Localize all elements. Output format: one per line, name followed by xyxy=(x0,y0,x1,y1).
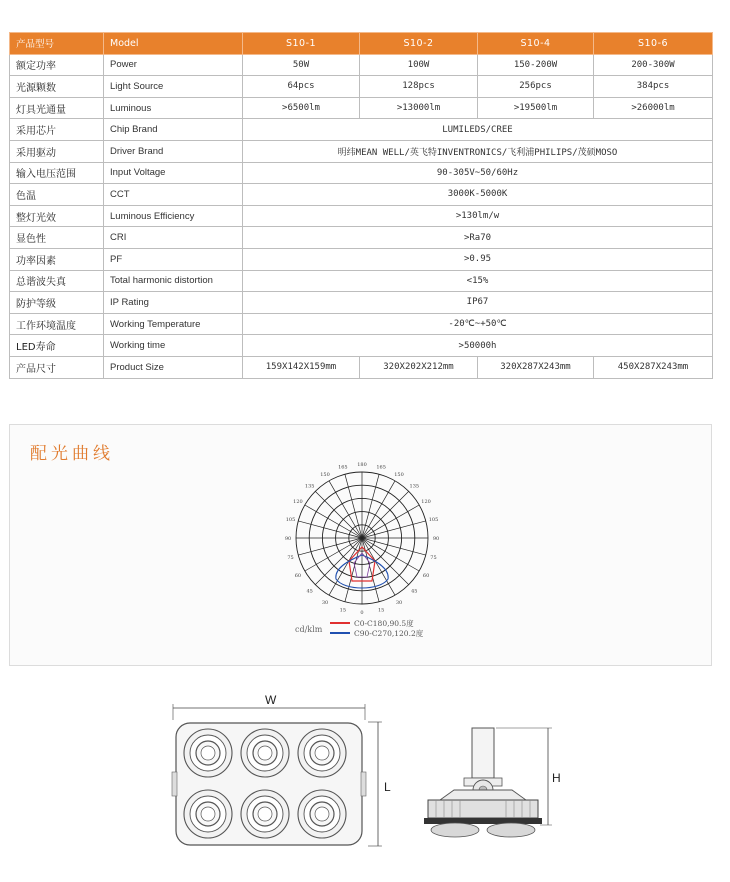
lens-ring xyxy=(201,807,215,821)
table-header-row xyxy=(10,33,713,55)
value-cell: 100W xyxy=(360,54,478,76)
angle-label: 135 xyxy=(409,483,420,490)
row-label-en: Working Temperature xyxy=(104,313,243,335)
row-label-en: Product Size xyxy=(104,356,243,378)
row-label-en: IP Rating xyxy=(104,292,243,314)
header-cell: S10-2 xyxy=(360,33,478,55)
row-label-en: Luminous xyxy=(104,97,243,119)
value-cell: 64pcs xyxy=(243,76,360,98)
value-cell: 50W xyxy=(243,54,360,76)
angle-label: 150 xyxy=(320,471,330,478)
value-cell: 320X202X212mm xyxy=(360,356,478,378)
row-label-cn: 光源颗数 xyxy=(10,76,104,98)
row-label-cn: 总谐波失真 xyxy=(10,270,104,292)
value-cell-merged: IP67 xyxy=(243,292,713,314)
angle-label: 120 xyxy=(421,499,431,505)
row-label-en: Driver Brand xyxy=(104,140,243,162)
row-label-cn: 色温 xyxy=(10,184,104,206)
angle-label: 90 xyxy=(284,536,292,542)
value-cell: 450X287X243mm xyxy=(594,356,713,378)
row-label-cn: 采用驱动 xyxy=(10,140,104,162)
dimension-drawings xyxy=(0,690,730,882)
angle-label: 15 xyxy=(339,607,347,614)
table-row xyxy=(10,97,713,119)
table-row xyxy=(10,356,713,378)
value-cell-merged: >0.95 xyxy=(243,248,713,270)
value-cell: 384pcs xyxy=(594,76,713,98)
lens-ring xyxy=(258,807,272,821)
width-label: W xyxy=(265,693,277,707)
row-label-cn: 整灯光效 xyxy=(10,205,104,227)
angle-label: 90 xyxy=(432,536,440,542)
row-label-en: Chip Brand xyxy=(104,119,243,141)
polar-grid xyxy=(296,472,428,607)
value-cell-merged: >130lm/w xyxy=(243,205,713,227)
row-label-cn: 输入电压范围 xyxy=(10,162,104,184)
table-row xyxy=(10,248,713,270)
table-row xyxy=(10,270,713,292)
value-cell-merged: >50000h xyxy=(243,335,713,357)
angle-label: 60 xyxy=(294,573,302,579)
light-distribution-panel xyxy=(9,424,712,666)
table-row xyxy=(10,292,713,314)
row-label-en: CRI xyxy=(104,227,243,249)
value-cell: 200-300W xyxy=(594,54,713,76)
legend-label: C90-C270,120.2度 xyxy=(354,628,424,638)
value-cell: 256pcs xyxy=(478,76,594,98)
header-cell: S10-4 xyxy=(478,33,594,55)
value-cell: 150-200W xyxy=(478,54,594,76)
row-label-en: Power xyxy=(104,54,243,76)
legend-label: C0-C180,90.5度 xyxy=(354,618,414,628)
value-cell-merged: -20℃~+50℃ xyxy=(243,313,713,335)
side-view-drawing xyxy=(424,728,561,837)
angle-label: 45 xyxy=(411,588,418,595)
header-cell: S10-1 xyxy=(243,33,360,55)
header-cell: S10-6 xyxy=(594,33,713,55)
curve-unit: cd/klm xyxy=(295,625,323,634)
row-label-cn: 功率因素 xyxy=(10,248,104,270)
angle-label: 120 xyxy=(293,499,303,505)
value-cell: >13000lm xyxy=(360,97,478,119)
row-label-en: CCT xyxy=(104,184,243,206)
lens-ring xyxy=(258,746,272,760)
legend-item xyxy=(330,628,423,638)
value-cell-merged: 3000K-5000K xyxy=(243,184,713,206)
angle-label: 0 xyxy=(360,610,364,615)
angle-label: 135 xyxy=(304,483,315,490)
front-view-drawing xyxy=(172,693,391,846)
row-label-cn: 产品尺寸 xyxy=(10,356,104,378)
table-row xyxy=(10,205,713,227)
row-label-cn: LED寿命 xyxy=(10,335,104,357)
angle-label: 75 xyxy=(287,555,294,562)
row-label-cn: 灯具光通量 xyxy=(10,97,104,119)
row-label-en: Input Voltage xyxy=(104,162,243,184)
angle-label: 30 xyxy=(395,600,403,607)
row-label-en: Light Source xyxy=(104,76,243,98)
table-row xyxy=(10,119,713,141)
row-label-en: Total harmonic distortion xyxy=(104,270,243,292)
polar-spoke xyxy=(315,491,362,538)
row-label-en: Working time xyxy=(104,335,243,357)
row-label-cn: 采用芯片 xyxy=(10,119,104,141)
legend-item xyxy=(330,618,423,628)
lens-ring xyxy=(201,746,215,760)
row-label-en: Luminous Efficiency xyxy=(104,205,243,227)
row-label-en: PF xyxy=(104,248,243,270)
value-cell-merged: <15% xyxy=(243,270,713,292)
legend-swatch xyxy=(330,632,350,634)
spec-table xyxy=(9,32,713,379)
lens-ring xyxy=(315,807,329,821)
angle-label: 75 xyxy=(430,555,437,562)
value-cell: >19500lm xyxy=(478,97,594,119)
angle-label: 105 xyxy=(285,516,296,523)
table-row xyxy=(10,227,713,249)
angle-label: 30 xyxy=(321,600,329,607)
legend-swatch xyxy=(330,622,350,624)
value-cell: 128pcs xyxy=(360,76,478,98)
table-row xyxy=(10,76,713,98)
value-cell-merged: 90-305V~50/60Hz xyxy=(243,162,713,184)
row-label-cn: 显色性 xyxy=(10,227,104,249)
table-row xyxy=(10,54,713,76)
value-cell: 159X142X159mm xyxy=(243,356,360,378)
curve-legend xyxy=(330,618,423,638)
length-label: L xyxy=(384,780,391,794)
row-label-cn: 防护等级 xyxy=(10,292,104,314)
angle-label: 45 xyxy=(306,588,313,595)
angle-label: 15 xyxy=(377,607,385,614)
value-cell: 320X287X243mm xyxy=(478,356,594,378)
value-cell-merged: >Ra70 xyxy=(243,227,713,249)
value-cell-merged: LUMILEDS/CREE xyxy=(243,119,713,141)
table-row xyxy=(10,184,713,206)
table-row xyxy=(10,335,713,357)
row-label-cn: 工作环境温度 xyxy=(10,313,104,335)
height-label: H xyxy=(552,771,561,785)
angle-label: 165 xyxy=(338,464,348,471)
value-cell: >6500lm xyxy=(243,97,360,119)
table-row xyxy=(10,140,713,162)
header-cell: Model xyxy=(104,33,243,55)
curve-title: 配光曲线 xyxy=(30,444,114,464)
header-cell: 产品型号 xyxy=(10,33,104,55)
value-cell: >26000lm xyxy=(594,97,713,119)
polar-spoke xyxy=(362,491,409,538)
angle-label: 60 xyxy=(422,573,430,579)
value-cell-merged: 明纬MEAN WELL/英飞特INVENTRONICS/飞利浦PHILIPS/茂硕MOSO xyxy=(243,140,713,162)
angle-label: 180 xyxy=(357,462,367,468)
table-row xyxy=(10,313,713,335)
row-label-cn: 额定功率 xyxy=(10,54,104,76)
angle-label: 165 xyxy=(376,464,386,471)
lens-ring xyxy=(315,746,329,760)
polar-chart xyxy=(282,455,442,615)
angle-label: 105 xyxy=(428,516,439,523)
angle-label: 150 xyxy=(394,471,404,478)
table-row xyxy=(10,162,713,184)
